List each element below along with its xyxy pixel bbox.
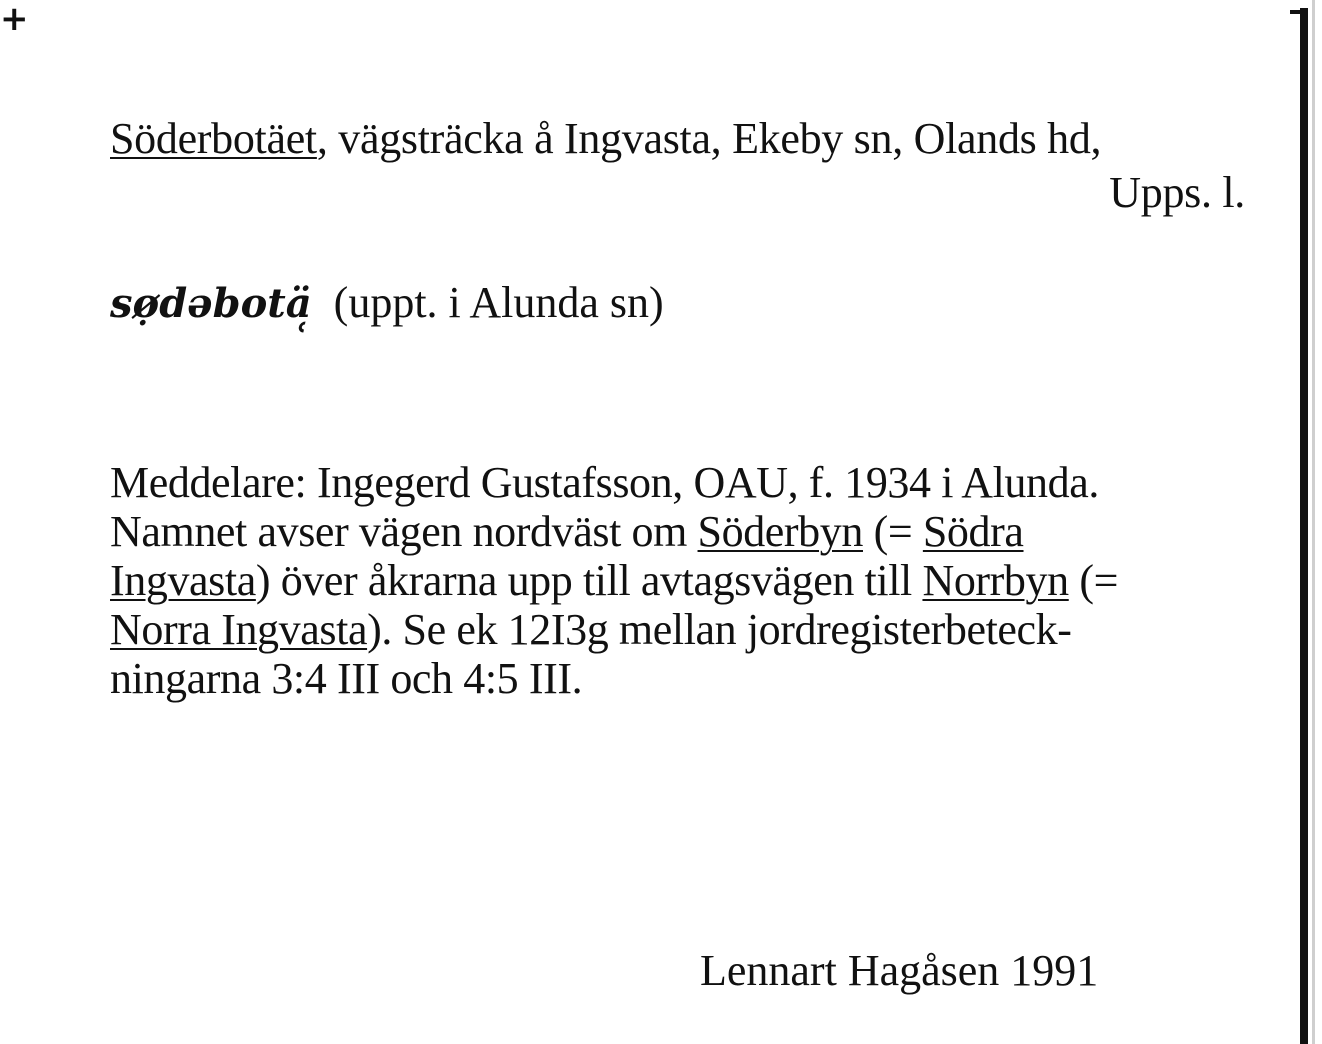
card-edge-shadow [1312, 0, 1315, 1044]
entry-heading [110, 112, 1245, 220]
body-line: Meddelare: Ingegerd Gustafsson, OAU, f. 1934 i Alunda. [110, 458, 1099, 507]
place-reference-norrbyn: Norrbyn [922, 556, 1069, 605]
body-line [110, 507, 1270, 556]
body-text-segment: Namnet avser vägen nordväst om [110, 507, 698, 556]
body-line [110, 556, 1270, 605]
body-line: ningarna 3:4 III och 4:5 III. [110, 654, 583, 703]
author-signature: Lennart Hagåsen 1991 [700, 946, 1099, 995]
body-text-segment: ) över åkrarna upp till avtagsvägen till [255, 556, 923, 605]
place-reference-sodra: Södra [922, 507, 1024, 556]
phonetic-transcription: sø̣dəbotä̜ [110, 280, 312, 327]
place-reference-soderbyn: Söderbyn [697, 507, 863, 556]
body-line [110, 605, 1270, 654]
pronunciation-line [110, 276, 664, 331]
province-abbreviation: Upps. l. [1109, 168, 1245, 217]
card-edge-tick [1290, 10, 1304, 14]
informant-notes [110, 458, 1270, 703]
body-text-segment: (= [862, 507, 923, 556]
place-name: Söderbotäet [110, 114, 317, 163]
body-text-segment: ). Se ek 12I3g mellan jordregisterbeteck- [367, 605, 1072, 654]
recording-note: (uppt. i Alunda sn) [333, 278, 664, 327]
body-text-segment: (= [1068, 556, 1119, 605]
place-description: , vägsträcka å Ingvasta, Ekeby sn, Olands hd, [316, 114, 1102, 163]
place-reference-ingvasta: Ingvasta [110, 556, 256, 605]
corner-registration-mark: + [0, 0, 29, 39]
card-right-edge-line [1300, 8, 1308, 1044]
place-reference-norra-ingvasta: Norra Ingvasta [110, 605, 368, 654]
